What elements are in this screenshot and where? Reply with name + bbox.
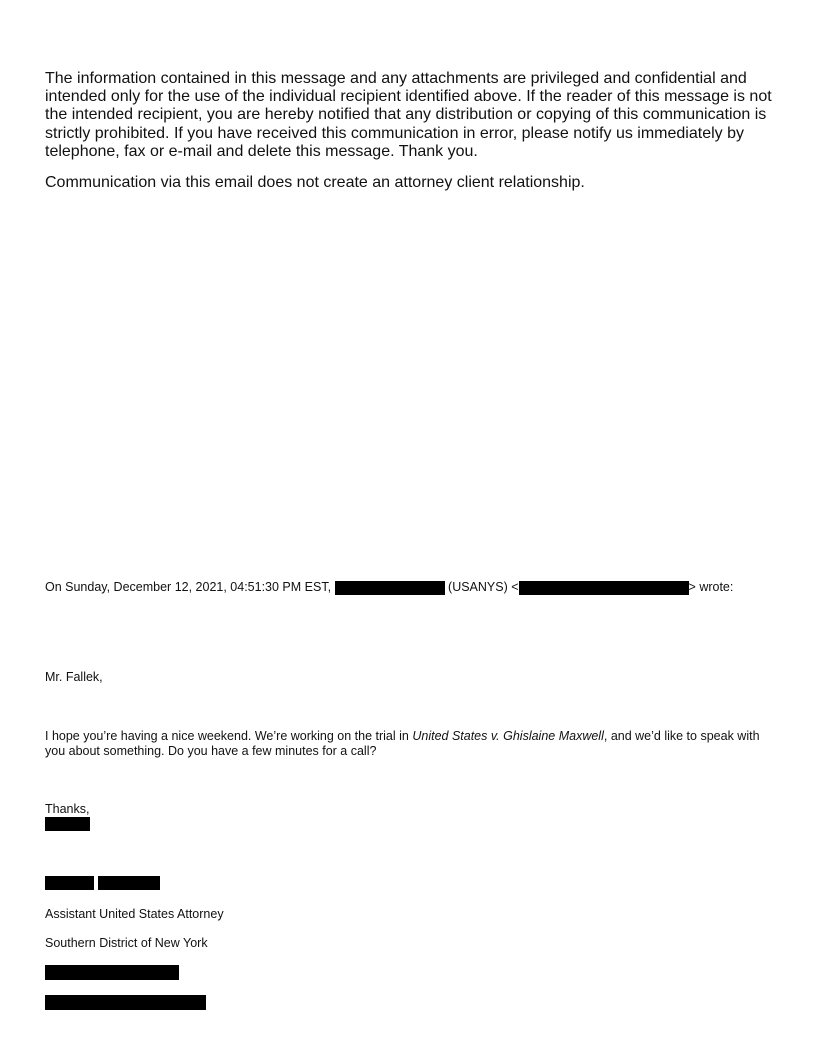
attorney-client-disclaimer: Communication via this email does not create an attorney client relationship. [45,174,585,191]
redacted-signature-first-name [45,876,94,890]
email-closing: Thanks, [45,802,90,816]
redacted-signoff-name [45,817,90,831]
confidentiality-disclaimer: The information contained in this message and any attachments are privileged and confidential and intended only for the use of the individual recipient identified above. If the reader of this message is not the intended recipient, you are hereby notified that any distribution or copying of this communication is strictly prohibited. If you have received this communication in error, please notify us immediately by telephone, fax or e-mail and delete this message. Thank you. [45,70,772,160]
quoted-message-header [45,580,733,595]
email-body-end: , and we’d like to speak with you about something. Do you have a few minutes for a call? [45,729,760,758]
redacted-signature-last-name [98,876,160,890]
email-greeting: Mr. Fallek, [45,670,103,684]
quote-date: On Sunday, December 12, 2021, 04:51:30 PM EST, [45,580,332,594]
quote-wrote: > wrote: [688,580,734,594]
quote-sender-org: (USANYS) < [448,580,519,594]
redacted-sender-name [335,581,445,595]
signature-title: Assistant United States Attorney [45,907,224,921]
email-body [45,729,775,759]
email-body-start: I hope you’re having a nice weekend. We’re working on the trial in [45,729,413,743]
redacted-sender-email [519,581,689,595]
redacted-signature-line-1 [45,965,179,980]
signature-office: Southern District of New York [45,936,208,950]
case-name: United States v. Ghislaine Maxwell [412,729,604,743]
redacted-signature-line-2 [45,995,206,1010]
